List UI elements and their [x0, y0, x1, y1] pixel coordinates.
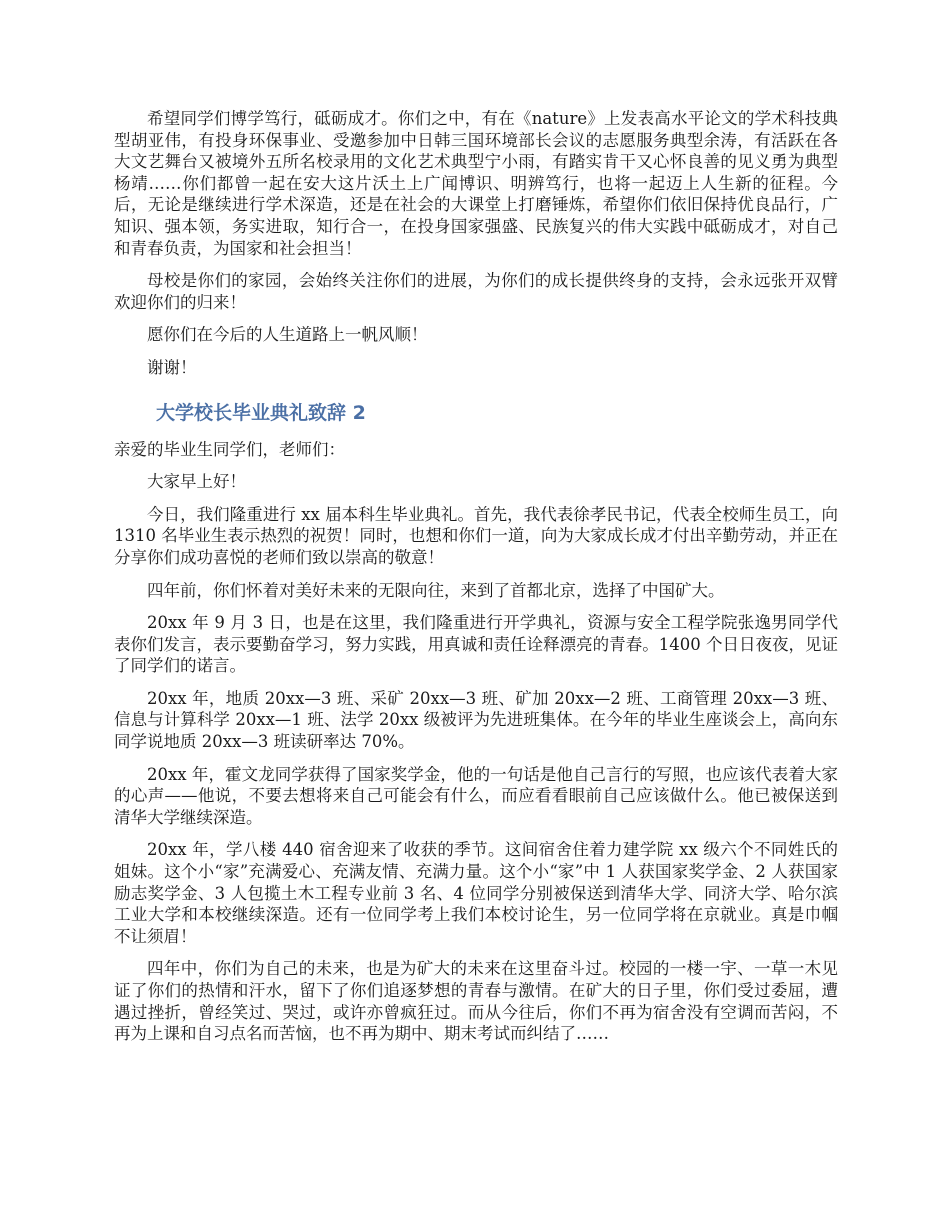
paragraph-thanks: 谢谢！	[147, 357, 197, 377]
paragraph-four-years-ago: 四年前，你们怀着对美好未来的无限向往，来到了首都北京，选择了中国矿大。	[147, 580, 725, 600]
greeting-line: 亲爱的毕业生同学们，老师们：	[114, 439, 345, 459]
paragraph-advanced-classes: 20xx 年，地质 20xx—3 班、采矿 20xx—3 班、矿加 20xx—2 班、工商管理 20xx—3 班、信息与计算科学 20xx—1 班、法学 20xx 级被评为先进班集体。在今年的毕业生座谈会上，高向东同学说地质 20xx—3 班读研率达 70%。	[114, 688, 838, 752]
paragraph-ceremony-intro: 今日，我们隆重进行 xx 届本科生毕业典礼。首先，我代表徐孝民书记，代表全校师生员工，向 1310 名毕业生表示热烈的祝贺！同时，也想和你们一道，向为大家成长成才付出辛勤劳动，并正在分享你们成功喜悦的老师们致以崇高的敬意！	[114, 504, 838, 567]
document-page	[114, 108, 838, 1056]
section-heading: 大学校长毕业典礼致辞 2	[156, 401, 366, 424]
paragraph-four-years: 四年中，你们为自己的未来，也是为矿大的未来在这里奋斗过。校园的一楼一宇、一草一木见证了你们的热情和汗水，留下了你们追逐梦想的青春与激情。在矿大的日子里，你们受过委屈，遭遇过挫折，曾经笑过、哭过，或许亦曾疯狂过。而从今往后，你们不再为宿舍没有空调而苦闷，不再为上课和自习点名而苦恼，也不再为期中、期末考试而纠结了……	[114, 959, 838, 1044]
paragraph-wish: 愿你们在今后的人生道路上一帆风顺！	[147, 325, 428, 345]
paragraph-academic-examples: 希望同学们博学笃行，砥砺成才。你们之中，有在《nature》上发表高水平论文的学术科技典型胡亚伟，有投身环保事业、受邀参加中日韩三国环境部长会议的志愿服务典型余涛，有活跃在各大文艺舞台又被境外五所名校录用的文化艺术典型宁小雨，有踏实肯干又心怀良善的见义勇为典型杨靖……你们都曾一起在安大这片沃土上广闻博识、明辨笃行，也将一起迈上人生新的征程。今后，无论是继续进行学术深造，还是在社会的大课堂上打磨锤炼，希望你们依旧保持优良品行，广知识、强本领，务实进取，知行合一，在投身国家强盛、民族复兴的伟大实践中砥砺成才，对自己和青春负责，为国家和社会担当！	[114, 109, 838, 258]
paragraph-opening-ceremony: 20xx 年 9 月 3 日，也是在这里，我们隆重进行开学典礼，资源与安全工程学院张逸男同学代表你们发言，表示要勤奋学习，努力实践，用真诚和责任诠释漂亮的青春。1400 个日日夜夜，见证了同学们的诺言。	[114, 613, 838, 676]
paragraph-alma-mater: 母校是你们的家园，会始终关注你们的进展，为你们的成长提供终身的支持，会永远张开双臂欢迎你们的归来！	[114, 271, 838, 312]
paragraph-good-morning: 大家早上好！	[147, 472, 246, 492]
paragraph-dormitory: 20xx 年，学八楼 440 宿舍迎来了收获的季节。这间宿舍住着力建学院 xx 级六个不同姓氏的姐妹。这个小“家”充满爱心、充满友情、充满力量。这个小“家”中 1 人获国家奖学金、2 人获国家励志奖学金、3 人包揽土木工程专业前 3 名、4 位同学分别被保送到清华大学、同济大学、哈尔滨工业大学和本校继续深造。还有一位同学考上我们本校讨论生，另一位同学将在京就业。真是巾帼不让须眉！	[114, 840, 838, 946]
paragraph-scholarship: 20xx 年，霍文龙同学获得了国家奖学金，他的一句话是他自己言行的写照，也应该代表着大家的心声——他说，不要去想将来自己可能会有什么，而应看看眼前自己应该做什么。他已被保送到清华大学继续深造。	[114, 764, 838, 827]
